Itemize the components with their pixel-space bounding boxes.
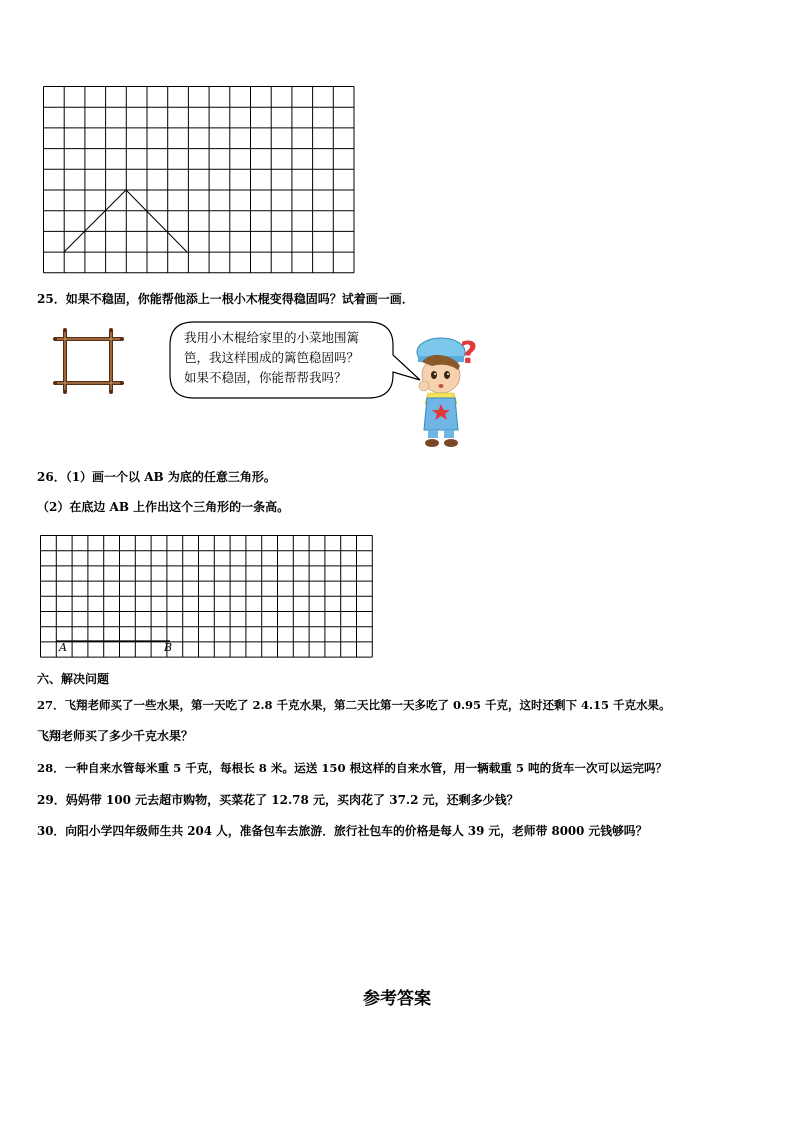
question-26-part-1: 26．（1）画一个以 AB 为底的任意三角形。 — [37, 470, 276, 484]
answers-title: 参考答案 — [363, 989, 431, 1009]
question-27-line-1: 27．飞翔老师买了一些水果，第一天吃了 2.8 千克水果，第二天比第一天多吃了 0.95 千克，这时还剩下 4.15 千克水果。 — [37, 698, 671, 712]
question-25-text: 25．如果不稳固，你能帮他添上一根小木棍变得稳固吗？试着画一画． — [37, 292, 414, 306]
point-b-label: B — [164, 641, 173, 654]
section-six-title: 六、解决问题 — [37, 672, 110, 686]
question-30-text: 30．向阳小学四年级师生共 204 人，准备包车去旅游．旅行社包车的价格是每人 39 元，老师带 8000 元钱够吗？ — [37, 824, 648, 838]
question-28-text: 28．一种自来水管每米重 5 千克，每根长 8 米。运送 150 根这样的自来水管，用一辆载重 5 吨的货车一次可以运完吗？ — [37, 761, 668, 775]
question-29-text: 29．妈妈带 100 元去超市购物，买菜花了 12.78 元，买肉花了 37.2 元，还剩多少钱？ — [37, 793, 519, 807]
bubble-line-2: 笆，我这样围成的篱笆稳固吗？ — [184, 350, 360, 365]
point-a-label: A — [59, 641, 67, 654]
bubble-line-3: 如果不稳固，你能帮帮我吗？ — [184, 370, 347, 385]
bubble-line-1: 我用小木棍给家里的小菜地围篱 — [184, 330, 360, 345]
question-27-line-2: 飞翔老师买了多少千克水果？ — [37, 729, 194, 743]
question-mark-icon: ? — [460, 336, 478, 371]
question-26-part-2: （2）在底边 AB 上作出这个三角形的一条高。 — [37, 500, 290, 514]
